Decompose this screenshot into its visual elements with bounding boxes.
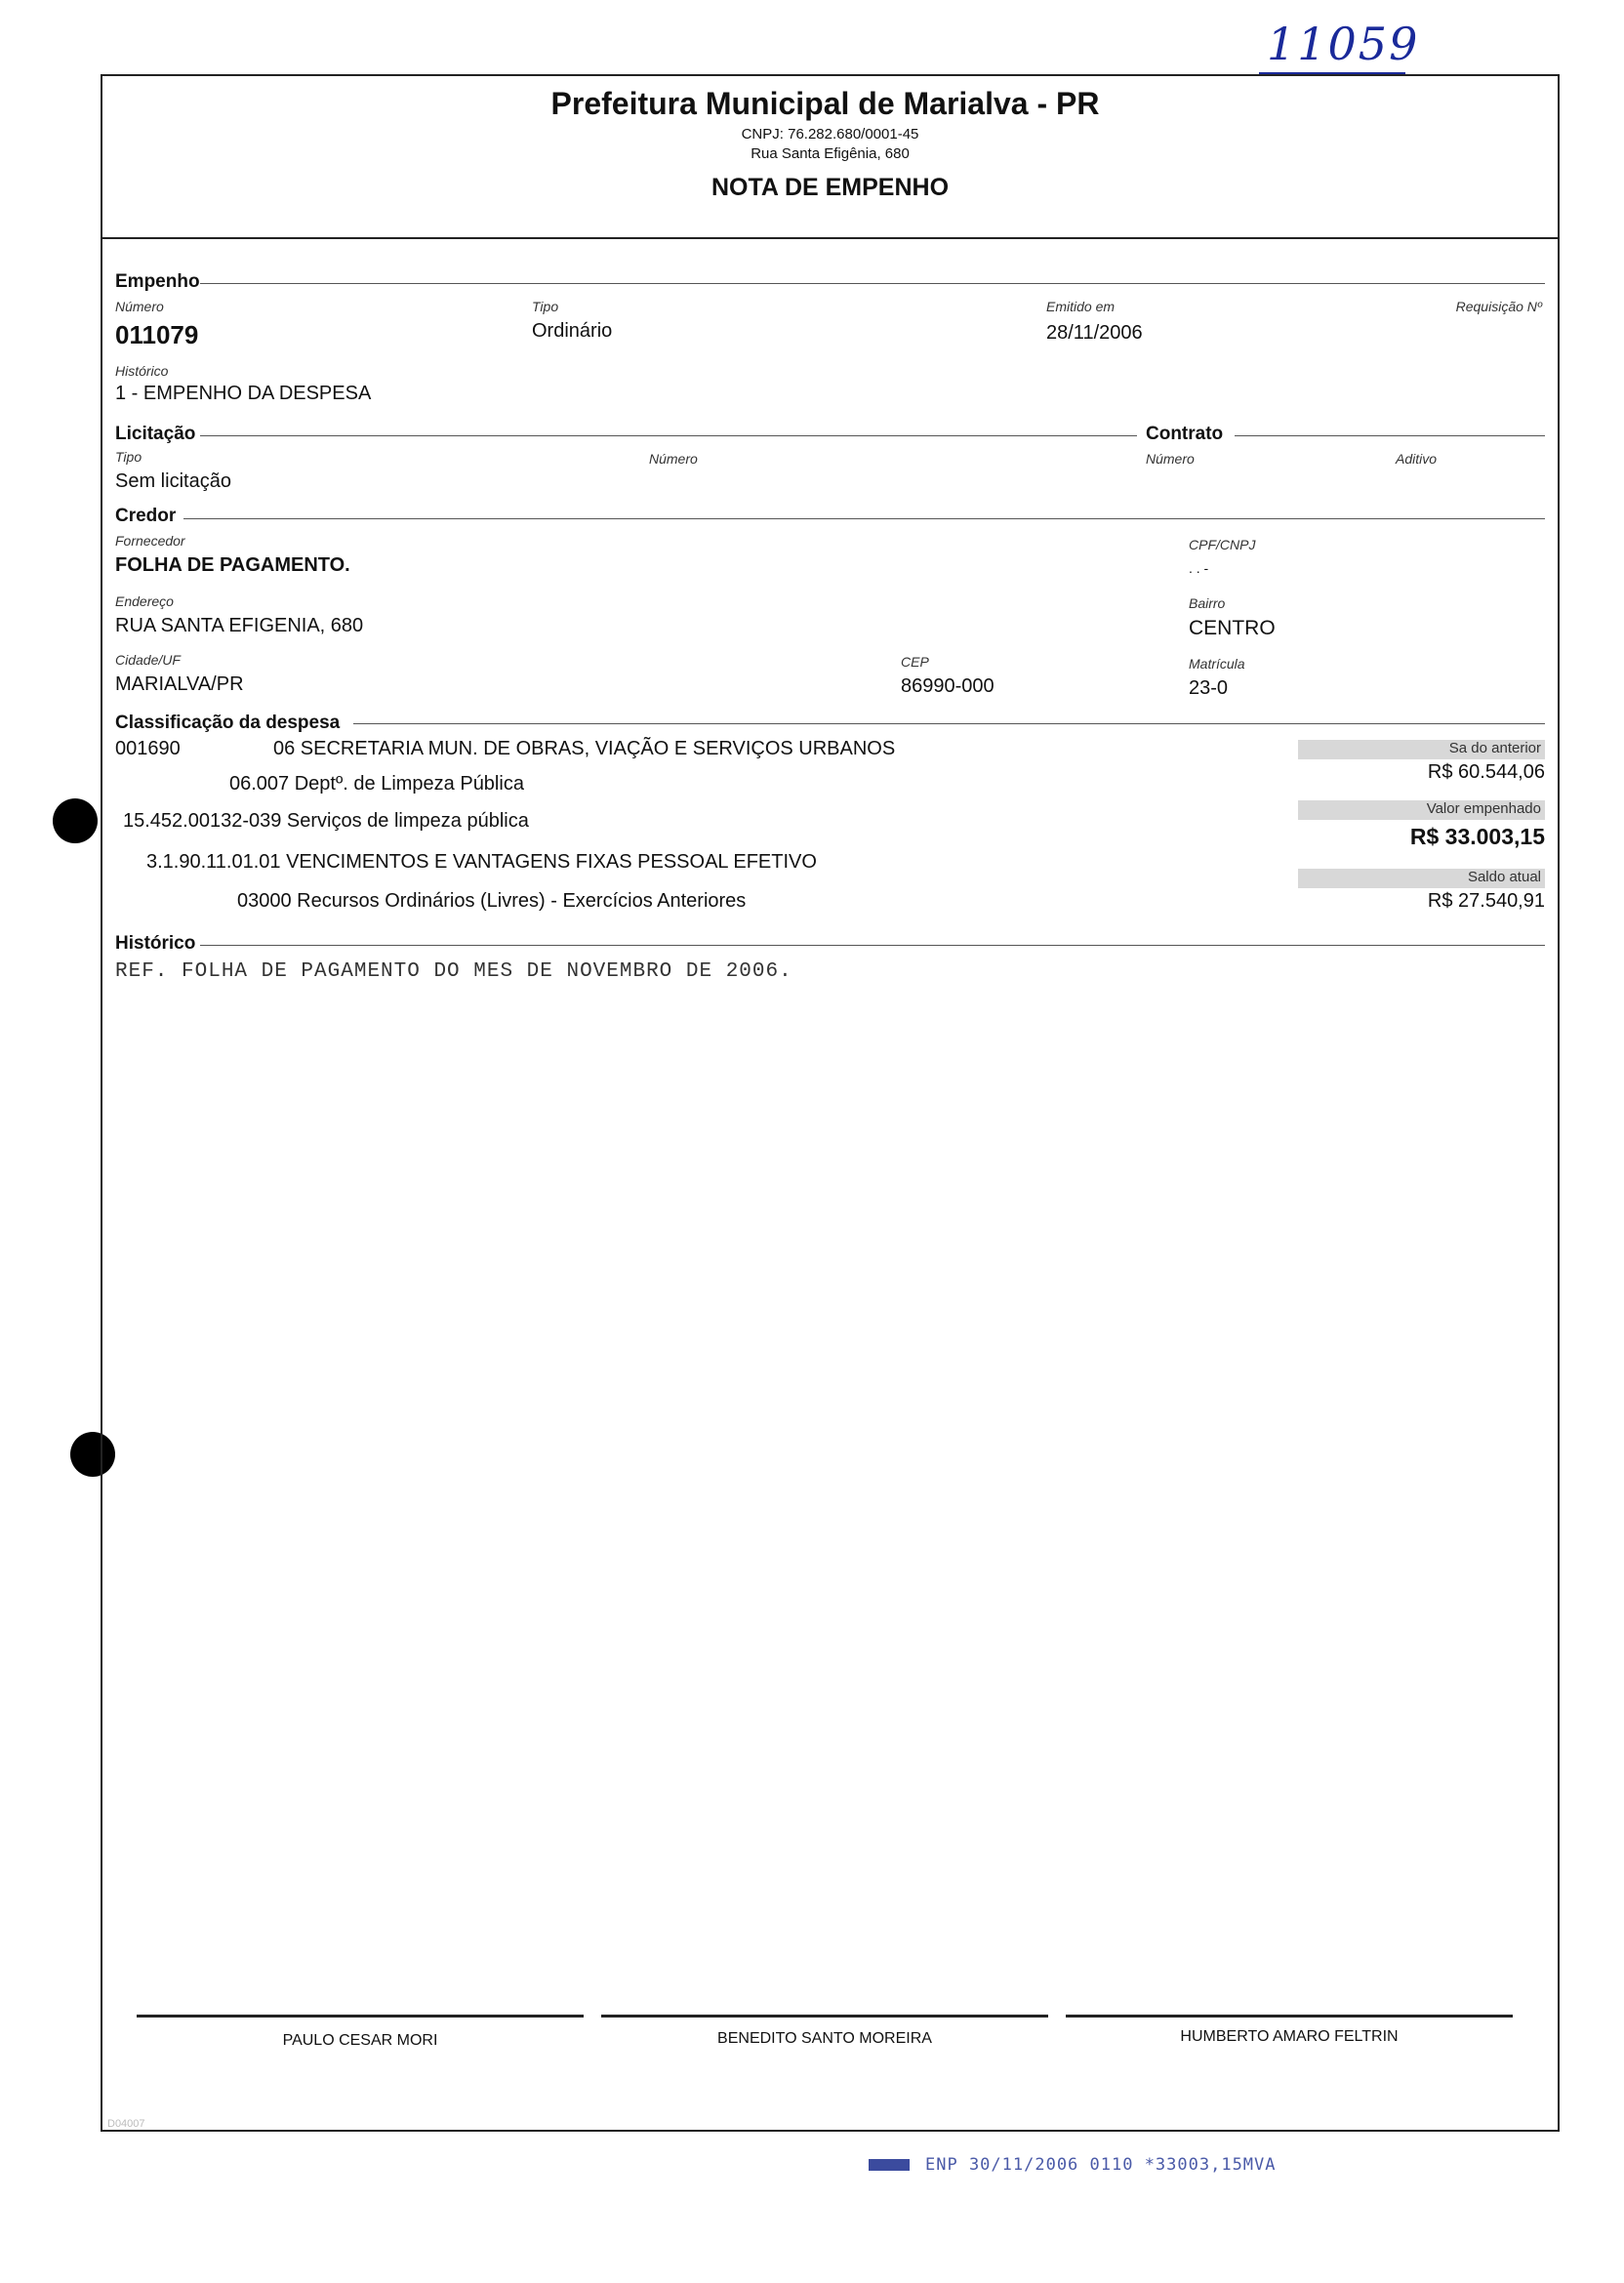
contrato-aditivo-label: Aditivo xyxy=(1396,451,1438,467)
section-historico: Histórico xyxy=(115,933,196,954)
cidade-value: MARIALVA/PR xyxy=(115,673,244,695)
stamp-text: ENP 30/11/2006 0110 *33003,15MVA xyxy=(925,2155,1277,2175)
saldo-atual-label: Saldo atual xyxy=(1298,869,1545,888)
cnpj-line: CNPJ: 76.282.680/0001-45 xyxy=(741,126,919,143)
licitacao-rule xyxy=(200,435,1137,436)
section-licitacao: Licitação xyxy=(115,424,196,444)
stamp-mark-icon xyxy=(869,2159,910,2171)
binder-hole-top xyxy=(53,798,98,843)
contrato-numero-label: Número xyxy=(1146,451,1195,467)
cep-label: CEP xyxy=(901,654,929,670)
cpf-value: . . - xyxy=(1189,560,1209,576)
licitacao-tipo-label: Tipo xyxy=(115,449,142,465)
signature-line-1 xyxy=(137,2015,584,2018)
signature-line-2 xyxy=(601,2015,1048,2018)
matricula-value: 23-0 xyxy=(1189,677,1229,699)
numero-label: Número xyxy=(115,299,164,314)
historico-rule xyxy=(200,945,1545,946)
classificacao-departamento: 06.007 Deptº. de Limpeza Pública xyxy=(229,773,524,795)
licitacao-type: Sem licitação xyxy=(115,470,231,492)
saldo-anterior-label: Sa do anterior xyxy=(1298,740,1545,759)
signature-name-3: HUMBERTO AMARO FELTRIN xyxy=(1180,2028,1399,2045)
bairro-label: Bairro xyxy=(1189,595,1226,611)
header-divider xyxy=(101,237,1560,239)
fornecedor-name: FOLHA DE PAGAMENTO. xyxy=(115,554,350,576)
empenho-type: Ordinário xyxy=(532,320,613,342)
signature-name-1: PAULO CESAR MORI xyxy=(282,2032,438,2049)
classificacao-code: 001690 xyxy=(115,738,181,759)
classificacao-rule xyxy=(353,723,1545,724)
saldo-atual-value: R$ 27.540,91 xyxy=(1427,890,1545,912)
endereco-value: RUA SANTA EFIGENIA, 680 xyxy=(115,615,364,636)
signature-line-3 xyxy=(1066,2015,1513,2018)
valor-empenhado-label: Valor empenhado xyxy=(1298,800,1545,820)
empenho-rule xyxy=(200,283,1545,284)
bairro-value: CENTRO xyxy=(1189,617,1276,639)
classificacao-secretaria: 06 SECRETARIA MUN. DE OBRAS, VIAÇÃO E SERVIÇOS URBANOS xyxy=(273,738,896,759)
emitido-label: Emitido em xyxy=(1046,299,1116,314)
classificacao-recurso: 03000 Recursos Ordinários (Livres) - Exercícios Anteriores xyxy=(237,890,747,912)
footer-code: D04007 xyxy=(107,2118,145,2130)
section-empenho: Empenho xyxy=(115,271,200,292)
historico-label: Histórico xyxy=(115,363,169,379)
section-contrato: Contrato xyxy=(1146,424,1224,444)
emission-date: 28/11/2006 xyxy=(1046,322,1143,344)
document-title: NOTA DE EMPENHO xyxy=(710,174,950,201)
authentication-stamp xyxy=(869,2155,1277,2175)
handwritten-document-number: 11059 xyxy=(1267,18,1420,70)
signature-name-2: BENEDITO SANTO MOREIRA xyxy=(717,2030,932,2047)
cpf-label: CPF/CNPJ xyxy=(1189,537,1256,552)
address-line: Rua Santa Efigênia, 680 xyxy=(751,145,910,162)
empenho-historico: 1 - EMPENHO DA DESPESA xyxy=(115,383,372,404)
requisicao-label: Requisição Nº xyxy=(1455,299,1542,314)
matricula-label: Matrícula xyxy=(1189,656,1245,672)
fornecedor-label: Fornecedor xyxy=(115,533,185,549)
contrato-rule xyxy=(1235,435,1545,436)
licitacao-numero-label: Número xyxy=(649,451,698,467)
municipality-title: Prefeitura Municipal de Marialva - PR xyxy=(550,86,1100,121)
empenho-number: 011079 xyxy=(115,320,199,349)
endereco-label: Endereço xyxy=(115,593,174,609)
valor-empenhado-value: R$ 33.003,15 xyxy=(1409,824,1545,849)
saldo-anterior-value: R$ 60.544,06 xyxy=(1427,761,1545,783)
section-credor: Credor xyxy=(115,506,177,526)
cidade-label: Cidade/UF xyxy=(115,652,181,668)
header xyxy=(101,86,1560,202)
section-classificacao: Classificação da despesa xyxy=(115,713,341,733)
historico-text: REF. FOLHA DE PAGAMENTO DO MES DE NOVEMBRO DE 2006. xyxy=(115,960,792,983)
tipo-label: Tipo xyxy=(532,299,559,314)
classificacao-funcional: 15.452.00132-039 Serviços de limpeza pública xyxy=(123,810,529,832)
credor-rule xyxy=(183,518,1545,519)
cep-value: 86990-000 xyxy=(901,675,995,697)
classificacao-elemento: 3.1.90.11.01.01 VENCIMENTOS E VANTAGENS FIXAS PESSOAL EFETIVO xyxy=(146,851,817,873)
